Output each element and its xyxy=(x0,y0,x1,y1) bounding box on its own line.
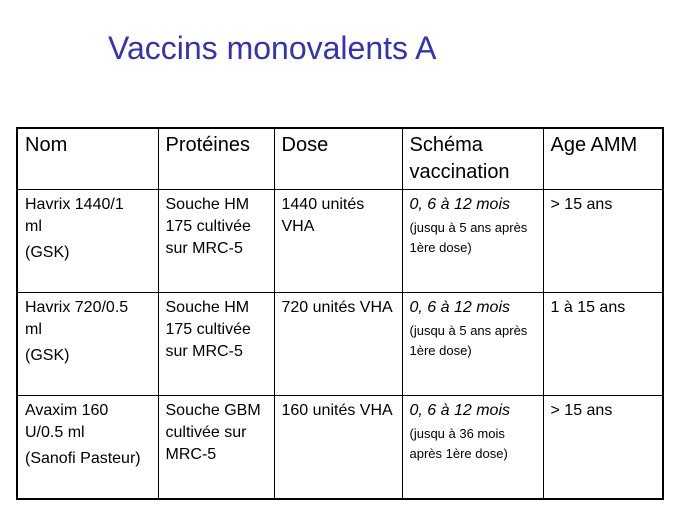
cell-nom xyxy=(17,396,158,499)
cell-schema xyxy=(402,293,543,396)
cell-schema xyxy=(402,190,543,293)
table-row xyxy=(17,293,663,396)
cell-age: 1 à 15 ans xyxy=(543,293,663,396)
cell-nom xyxy=(17,293,158,396)
table-row xyxy=(17,190,663,293)
vaccine-volume: ml xyxy=(25,321,42,338)
cell-nom xyxy=(17,190,158,293)
table-row xyxy=(17,396,663,499)
schema-main: 0, 6 à 12 mois xyxy=(409,299,510,316)
vaccine-manufacturer: (GSK) xyxy=(25,244,70,261)
vaccine-name: Avaxim 160 xyxy=(25,402,109,419)
vaccine-manufacturer: (GSK) xyxy=(25,347,70,364)
column-header-schema xyxy=(402,128,543,190)
slide-title: Vaccins monovalents A xyxy=(108,30,437,66)
cell-dose: 160 unités VHA xyxy=(274,396,402,499)
schema-main: 0, 6 à 12 mois xyxy=(409,196,510,213)
schema-note: (jusqu à 36 mois après 1ère dose) xyxy=(409,426,508,461)
column-header-proteines: Protéines xyxy=(158,128,274,190)
cell-proteines: Souche HM 175 cultivée sur MRC-5 xyxy=(158,190,274,293)
schema-main: 0, 6 à 12 mois xyxy=(409,402,510,419)
column-header-schema-line1: Schéma xyxy=(409,134,483,156)
vaccine-name: Havrix 1440/1 xyxy=(25,196,124,213)
cell-dose: 720 unités VHA xyxy=(274,293,402,396)
cell-age: > 15 ans xyxy=(543,396,663,499)
column-header-schema-line2: vaccination xyxy=(409,161,510,183)
vaccine-volume: ml xyxy=(25,218,42,235)
schema-note: (jusqu à 5 ans après 1ère dose) xyxy=(409,220,528,255)
column-header-nom: Nom xyxy=(17,128,158,190)
cell-proteines: Souche HM 175 cultivée sur MRC-5 xyxy=(158,293,274,396)
cell-dose: 1440 unités VHA xyxy=(274,190,402,293)
table-header-row xyxy=(17,128,663,190)
cell-schema xyxy=(402,396,543,499)
cell-age: > 15 ans xyxy=(543,190,663,293)
vaccine-table xyxy=(16,127,664,500)
schema-note: (jusqu à 5 ans après 1ère dose) xyxy=(409,323,528,358)
vaccine-manufacturer: (Sanofi Pasteur) xyxy=(25,450,141,467)
vaccine-name: Havrix 720/0.5 xyxy=(25,299,129,316)
column-header-dose: Dose xyxy=(274,128,402,190)
cell-proteines: Souche GBM cultivée sur MRC-5 xyxy=(158,396,274,499)
vaccine-volume: U/0.5 ml xyxy=(25,424,85,441)
column-header-age: Age AMM xyxy=(543,128,663,190)
